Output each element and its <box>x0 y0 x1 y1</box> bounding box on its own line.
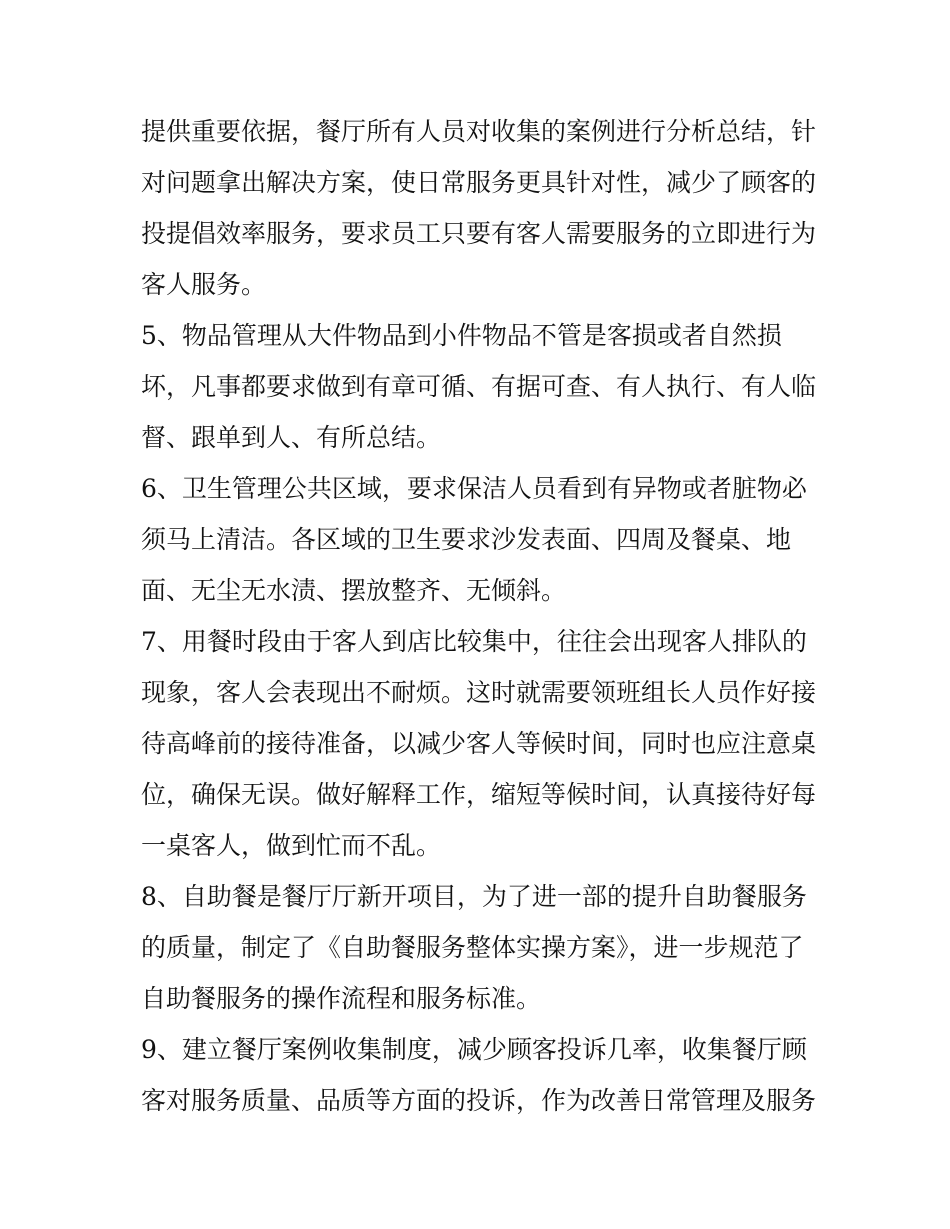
text-line: 自助餐服务的操作流程和服务标准。 <box>141 984 542 1013</box>
text-line: 客人服务。 <box>141 270 267 299</box>
text-line: 位，确保无误。做好解释工作，缩短等候时间，认真接待好每 <box>141 780 817 809</box>
text-line: 提供重要依据，餐厅所有人员对收集的案例进行分析总结，针 <box>141 117 817 146</box>
text-line: 对问题拿出解决方案，使日常服务更具针对性，减少了顾客的 <box>141 168 817 197</box>
text-line: 督、跟单到人、有所总结。 <box>141 423 442 452</box>
text-line: 待高峰前的接待准备，以减少客人等候时间，同时也应注意桌 <box>141 729 817 758</box>
text-line: 5、物品管理从大件物品到小件物品不管是客损或者自然损 <box>141 321 782 350</box>
text-line: 一桌客人，做到忙而不乱。 <box>141 831 442 860</box>
text-line: 坏，凡事都要求做到有章可循、有据可查、有人执行、有人临 <box>141 372 817 401</box>
text-line: 须马上清洁。各区域的卫生要求沙发表面、四周及餐桌、地 <box>141 525 792 554</box>
text-line: 的质量，制定了《自助餐服务整体实操方案》，进一步规范了 <box>141 933 804 962</box>
text-line: 面、无尘无水渍、摆放整齐、无倾斜。 <box>141 576 567 605</box>
text-line: 6、卫生管理公共区域，要求保洁人员看到有异物或者脏物必 <box>141 474 807 503</box>
text-line: 现象，客人会表现出不耐烦。这时就需要领班组长人员作好接 <box>141 678 817 707</box>
text-line: 9、建立餐厅案例收集制度，减少顾客投诉几率，收集餐厅顾 <box>141 1035 807 1064</box>
text-line: 7、用餐时段由于客人到店比较集中，往往会出现客人排队的 <box>141 627 807 656</box>
document-body <box>141 106 821 1126</box>
text-line: 投提倡效率服务，要求员工只要有客人需要服务的立即进行为 <box>141 219 817 248</box>
text-line: 8、自助餐是餐厅厅新开项目，为了进一部的提升自助餐服务 <box>141 882 807 911</box>
text-line: 客对服务质量、品质等方面的投诉，作为改善日常管理及服务 <box>141 1086 817 1115</box>
